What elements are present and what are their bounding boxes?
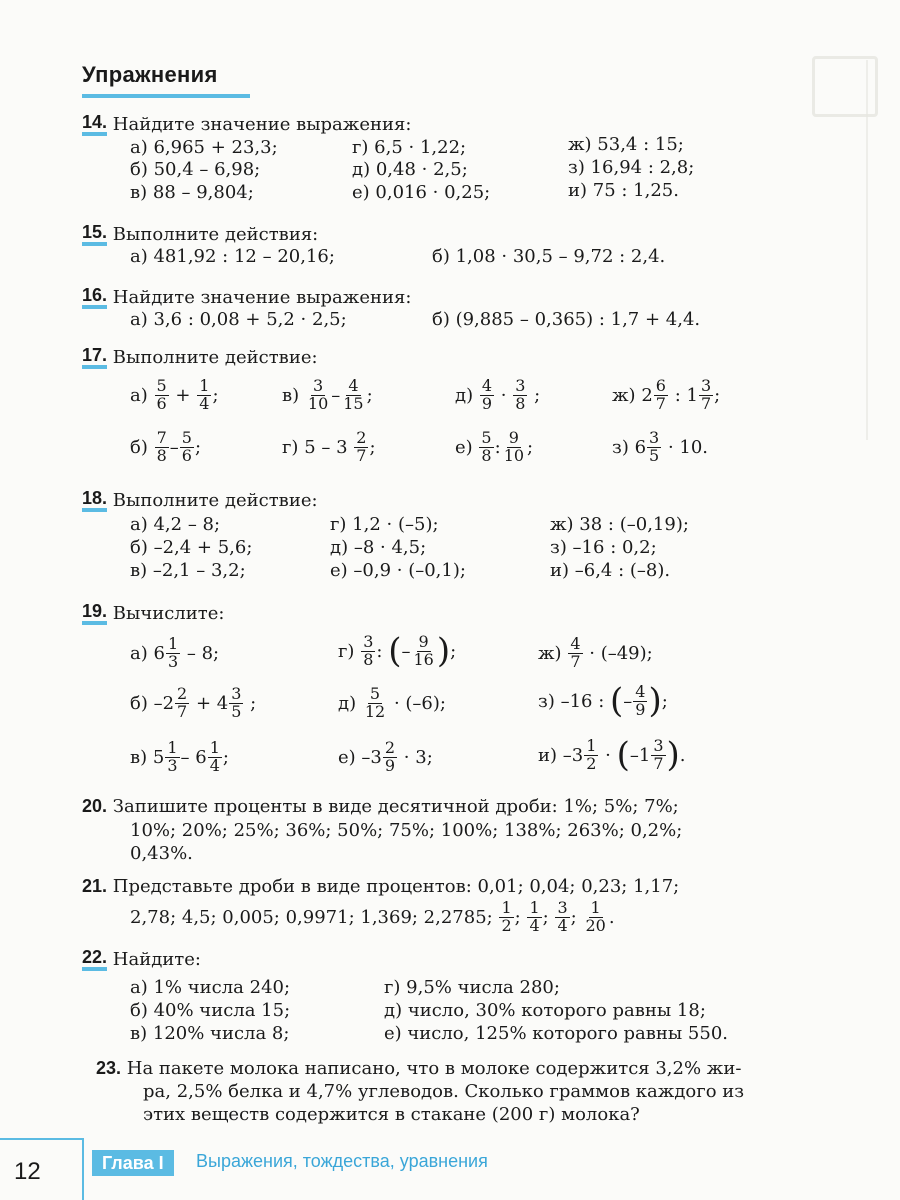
task-item: ж) $\frac{4}{7}$ · (–49);	[538, 634, 653, 671]
task-item: ж) 38 : (–0,19);	[550, 514, 689, 535]
task-item: г) 1,2 · (–5);	[330, 514, 439, 535]
background-ghost-edge	[866, 60, 868, 440]
task-item: в) 88 – 9,804;	[130, 182, 254, 203]
exercise-17	[82, 345, 318, 369]
exercise-text: На пакете молока написано, что в молоке содержится 3,2% жи-	[126, 1058, 742, 1079]
task-item: и) 75 : 1,25.	[568, 180, 679, 201]
task-item: г) 6,5 · 1,22;	[352, 137, 467, 158]
footer-divider	[0, 1138, 84, 1140]
exercise-18	[82, 488, 318, 512]
task-item: е) –3 $\frac{2}{9}$ · 3;	[338, 738, 433, 775]
exercise-16	[82, 285, 411, 309]
task-item: ж) 2 $\frac{6}{7}$ : 1 $\frac{3}{7}$ ;	[612, 376, 721, 413]
task-item: з) 6 $\frac{3}{5}$ · 10.	[612, 428, 709, 465]
exercise-title: Выполните действие:	[112, 489, 318, 511]
exercise-title: Выполните действие:	[112, 346, 318, 368]
task-item: е) –0,9 · (–0,1);	[330, 560, 466, 581]
exercise-title: Найдите значение выражения:	[112, 113, 412, 135]
task-item: ж) 53,4 : 15;	[568, 134, 684, 155]
exercise-number: 19.	[82, 601, 107, 625]
exercise-21	[82, 876, 679, 897]
exercise-23	[96, 1058, 741, 1079]
task-item: д) $\frac{4}{9}$ · $\frac{3}{8}$ ;	[455, 376, 541, 413]
exercise-14	[82, 112, 411, 136]
task-item: д) число, 30% которого равны 18;	[384, 1000, 706, 1021]
exercise-20	[82, 796, 679, 817]
task-item: г) 5 – 3 $\frac{2}{7}$ ;	[282, 428, 376, 465]
background-ghost-box	[812, 56, 878, 117]
exercise-title: Найдите:	[112, 948, 201, 970]
exercise-text: этих веществ содержится в стакане (200 г) молока?	[143, 1104, 640, 1125]
task-item: в) 5 $\frac{1}{3}$ – 6 $\frac{1}{4}$ ;	[130, 738, 229, 775]
exercise-15	[82, 222, 318, 246]
exercise-title: Найдите значение выражения:	[112, 286, 412, 308]
task-item: а) 3,6 : 0,08 + 5,2 · 2,5;	[130, 309, 347, 330]
task-item: г) $\frac{3}{8}$ : ( – $\frac{9}{16}$ ) ;	[338, 631, 457, 672]
task-item: а) 481,92 : 12 – 20,16;	[130, 246, 335, 267]
chapter-title: Выражения, тождества, уравнения	[196, 1151, 488, 1171]
section-title: Упражнения	[82, 62, 218, 87]
exercise-title: Выполните действия:	[112, 223, 319, 245]
task-item: а) $\frac{5}{6}$ + $\frac{1}{4}$ ;	[130, 376, 219, 413]
task-item: б) 50,4 – 6,98;	[130, 159, 261, 180]
exercise-number: 14.	[82, 112, 107, 136]
exercise-number: 18.	[82, 488, 107, 512]
task-item: в) –2,1 – 3,2;	[130, 560, 246, 581]
task-item: е) число, 125% которого равны 550.	[384, 1023, 729, 1044]
exercise-number: 16.	[82, 285, 107, 309]
task-item: д) 0,48 · 2,5;	[352, 159, 468, 180]
exercise-text: Запишите проценты в виде десятичной дроби: 1%; 5%; 7%;	[112, 796, 679, 817]
exercise-text: 10%; 20%; 25%; 36%; 50%; 75%; 100%; 138%; 263%; 0,2%;	[130, 820, 683, 841]
task-item: е) $\frac{5}{8}$ : $\frac{9}{10}$ ;	[455, 428, 534, 465]
task-item: а) 1% числа 240;	[130, 977, 291, 998]
exercise-number: 17.	[82, 345, 107, 369]
task-item: б) –2 $\frac{2}{7}$ + 4 $\frac{3}{5}$ ;	[130, 684, 257, 721]
task-item: з) –16 : ( – $\frac{4}{9}$ ) ;	[538, 681, 668, 722]
page-number: 12	[14, 1158, 41, 1185]
task-item: г) 9,5% числа 280;	[384, 977, 560, 998]
exercise-19	[82, 601, 224, 625]
exercise-number: 15.	[82, 222, 107, 246]
task-item: а) 4,2 – 8;	[130, 514, 221, 535]
task-item: б) –2,4 + 5,6;	[130, 537, 253, 558]
footer-vertical-divider	[82, 1140, 84, 1200]
exercise-number: 23.	[96, 1058, 122, 1078]
task-item: а) 6,965 + 23,3;	[130, 137, 278, 158]
exercise-number: 22.	[82, 947, 107, 971]
task-item: и) –6,4 : (–8).	[550, 560, 671, 581]
task-item: д) –8 · 4,5;	[330, 537, 427, 558]
exercise-text: ра, 2,5% белка и 4,7% углеводов. Сколько граммов каждого из	[143, 1081, 745, 1102]
exercise-number: 21.	[82, 876, 108, 896]
task-item: е) 0,016 · 0,25;	[352, 182, 491, 203]
exercise-text: 0,43%.	[130, 843, 193, 864]
chapter-badge: Глава I	[92, 1150, 174, 1176]
task-item: в) 120% числа 8;	[130, 1023, 290, 1044]
task-item: а) 6 $\frac{1}{3}$ – 8;	[130, 634, 220, 671]
task-item: и) –3 $\frac{1}{2}$ · ( –1 $\frac{3}{7}$ ) .	[538, 735, 686, 776]
task-item: б) 1,08 · 30,5 – 9,72 : 2,4.	[432, 246, 666, 267]
task-item: з) –16 : 0,2;	[550, 537, 657, 558]
task-item: б) (9,885 – 0,365) : 1,7 + 4,4.	[432, 309, 701, 330]
exercise-22	[82, 947, 201, 971]
exercise-text: Представьте дроби в виде процентов: 0,01; 0,04; 0,23; 1,17;	[112, 876, 680, 897]
task-item: д) $\frac{5}{12}$ · (–6);	[338, 684, 446, 721]
task-item: б) $\frac{7}{8}$ – $\frac{5}{6}$ ;	[130, 428, 202, 465]
exercise-21-line-2: 2,78; 4,5; 0,005; 0,9971; 1,369; 2,2785; $\frac{1}{2}$ ; $\frac{1}{4}$ ; $\frac{3}{4}$ ; $\frac{1}{20}$ .	[130, 898, 615, 935]
exercise-title: Вычислите:	[112, 602, 225, 624]
exercise-number: 20.	[82, 796, 108, 816]
section-title-underline	[82, 94, 250, 98]
task-item: б) 40% числа 15;	[130, 1000, 291, 1021]
task-item: з) 16,94 : 2,8;	[568, 157, 695, 178]
task-item: в) $\frac{3}{10}$ – $\frac{4}{15}$ ;	[282, 376, 373, 413]
